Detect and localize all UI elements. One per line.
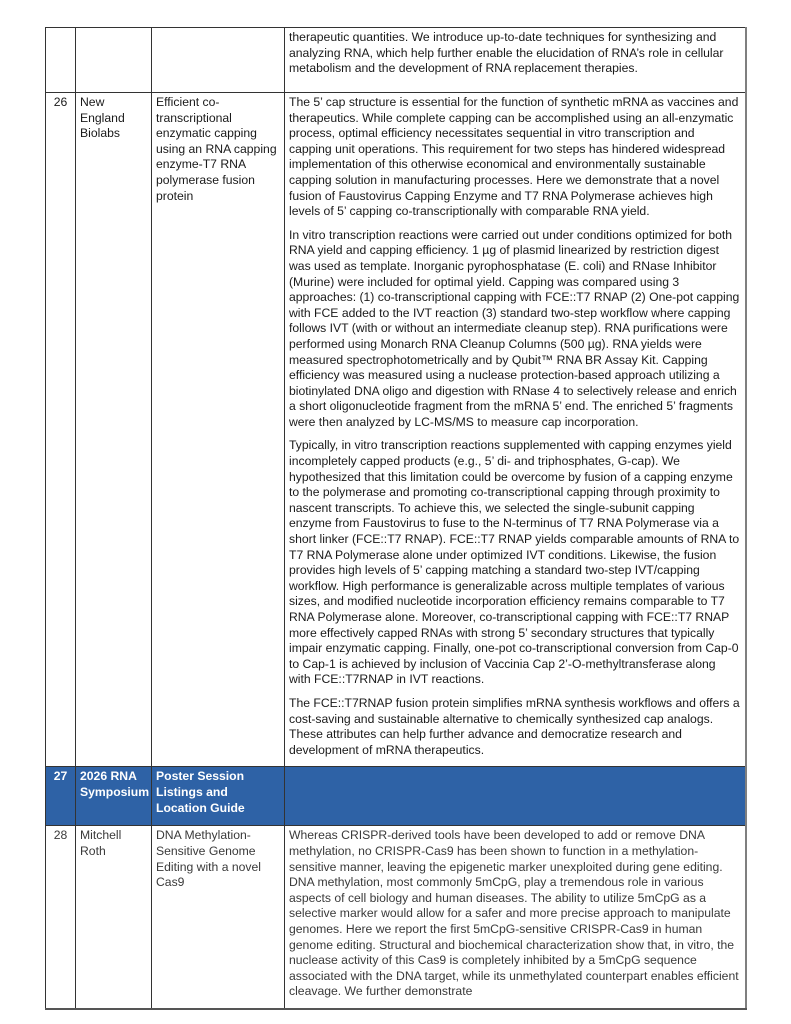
abstract-cell <box>285 767 746 826</box>
row-number: 27 <box>46 767 76 826</box>
title-cell: DNA Methylation-Sensitive Genome Editing with a novel Cas9 <box>152 826 285 1009</box>
presenter-cell <box>76 28 152 93</box>
row-number <box>46 28 76 93</box>
presenter-cell: Mitchell Roth <box>76 826 152 1009</box>
table-row <box>46 93 746 767</box>
presenter-cell: 2026 RNA Symposium <box>76 767 152 826</box>
presenter-cell: New England Biolabs <box>76 93 152 767</box>
abstract-paragraph: therapeutic quantities. We introduce up-to-date techniques for synthesizing and analyzing RNA, which help further enable the elucidation of RNA’s role in cellular metabolism and the development of RNA replacement therapies. <box>289 30 724 76</box>
abstract-cell <box>285 826 746 1009</box>
abstract-cell <box>285 28 746 93</box>
title-cell: Efficient co-transcriptional enzymatic capping using an RNA capping enzyme-T7 RNA polymerase fusion protein <box>152 93 285 767</box>
title-cell: Poster Session Listings and Location Guide <box>152 767 285 826</box>
abstract-paragraph: In vitro transcription reactions were carried out under conditions optimized for both RNA yield and capping efficiency. 1 µg of plasmid linearized by restriction digest was used as template. Inorganic pyrophosphatase (E. coli) and RNase Inhibitor (Murine) were included for optimal yield. Capping was compared using 3 approaches: (1) co-transcriptional capping with FCE::T7 RNAP (2) One-pot capping with FCE added to the IVT reaction (3) standard two-step workflow where capping follows IVT (with or without an intermediate cleanup step). RNA purifications were performed using Monarch RNA Cleanup Columns (500 µg). RNA yields were measured spectrophotometrically and by Qubit™ RNA BR Assay Kit. Capping efficiency was measured using a nuclease protection-based approach utilizing a biotinylated DNA oligo and digestion with RNase 4 to selectively release and enrich a short oligonucleotide fragment from the mRNA 5’ end. The enriched 5’ fragments were then analyzed by LC-MS/MS to measure cap incorporation. <box>289 227 740 429</box>
row-number: 26 <box>46 93 76 767</box>
section-header-row <box>46 767 746 826</box>
abstract-paragraph: Typically, in vitro transcription reactions supplemented with capping enzymes yield incompletely capped products (e.g., 5’ di- and triphosphates, G-cap). We hypothesized that this limitation could be overcome by fusion of a capping enzyme to the polymerase and promoting co-transcriptional capping through proximity to nascent transcripts. To achieve this, we selected the single-subunit capping enzyme from Faustovirus to fuse to the N-terminus of T7 RNA Polymerase via a short linker (FCE::T7 RNAP). FCE::T7 RNAP yields comparable amounts of RNA to T7 RNA Polymerase alone under optimized IVT conditions. Likewise, the fusion provides high levels of 5’ capping matching a standard two-step IVT/capping workflow. High performance is generalizable across multiple templates of various sizes, and modified nucleotide incorporation efficiency remains comparable to T7 RNA Polymerase alone. Moreover, co-transcriptional capping with FCE::T7 RNAP more effectively capped RNAs with strong 5’ secondary structures that typically impair enzymatic capping. Finally, one-pot co-transcriptional conversion from Cap-0 to Cap-1 is achieved by inclusion of Vaccinia Cap 2’-O-methyltransferase along with FCE::T7RNAP in IVT reactions. <box>289 438 740 687</box>
title-cell <box>152 28 285 93</box>
abstract-cell <box>285 93 746 767</box>
abstract-paragraph: The FCE::T7RNAP fusion protein simplifies mRNA synthesis workflows and offers a cost-saving and sustainable alternative to chemically synthesized cap analogs. These attributes can help further advance and democratize research and development of mRNA therapeutics. <box>289 695 740 757</box>
row-number: 28 <box>46 826 76 1009</box>
table-row <box>46 826 746 1009</box>
abstract-paragraph: The 5’ cap structure is essential for the function of synthetic mRNA as vaccines and therapeutics. While complete capping can be accomplished using an all-enzymatic process, optimal efficiency necessitates sequential in vitro transcription and capping unit operations. This requirement for two steps has hindered widespread implementation of this otherwise economical and environmentally sustainable capping solution in manufacturing processes. Here we demonstrate that a novel fusion of Faustovirus Capping Enzyme and T7 RNA Polymerase achieves high levels of 5’ capping co-transcriptionally with comparable RNA yield. <box>289 95 739 219</box>
abstract-paragraph: Whereas CRISPR-derived tools have been developed to add or remove DNA methylation, no CRISPR-Cas9 has been shown to function in a methylation-sensitive manner, leaving the epigenetic marker unexploited during gene editing. DNA methylation, most commonly 5mCpG, play a tremendous role in various aspects of cell biology and human diseases. The ability to utilize 5mCpG as a selective marker would allow for a safer and more precise approach to manipulate genomes. Here we report the first 5mCpG-sensitive CRISPR-Cas9 in human genome editing. Structural and biochemical characterization show that, in vitro, the nuclease activity of this Cas9 is completely inhibited by a 5mCpG sequence associated with the DNA target, while its unmethylated counterpart enables efficient cleavage. We further demonstrate <box>289 828 739 999</box>
poster-schedule-table <box>45 27 747 1010</box>
table-row <box>46 28 746 93</box>
